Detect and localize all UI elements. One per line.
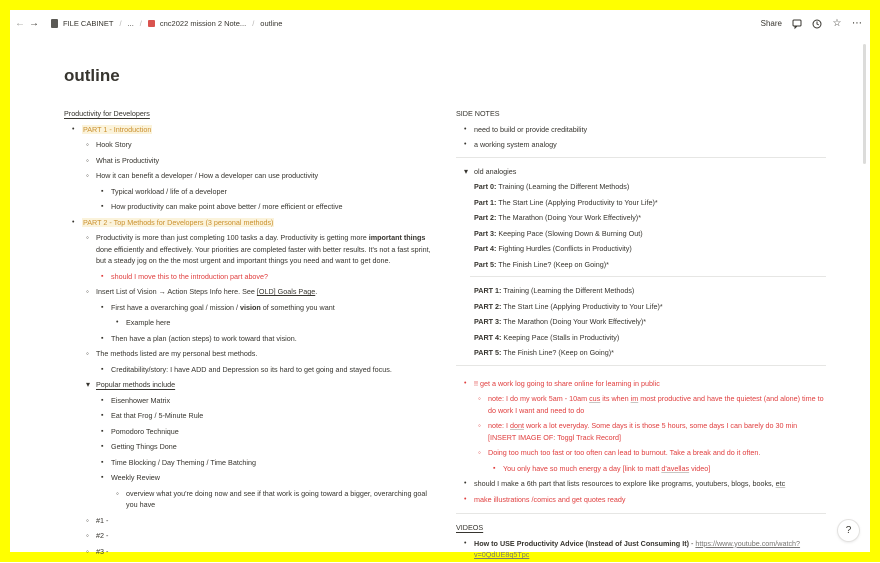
list-item-text: should I make a 6th part that lists resources to explore like programs, youtubers, blogs, books, (474, 479, 776, 488)
analogy-text: Fighting Hurdles (Conflicts in Productivity) (496, 244, 632, 253)
divider (456, 157, 826, 158)
analogy-part: PART 2: (474, 301, 502, 311)
analogy-text: The Finish Line? (Keep on Going)* (501, 348, 614, 357)
heading-text: SIDE NOTES (456, 109, 500, 118)
analogy-text: The Start Line (Applying Productivity to Your Life)* (501, 301, 663, 311)
video-title: How to USE Productivity Advice (Instead of Just Consuming It) (474, 538, 689, 548)
analogy-line[interactable] (456, 330, 826, 346)
list-item[interactable] (64, 424, 432, 440)
list-item-text: #1 - (96, 515, 109, 525)
analogy-part: PART 1: (474, 286, 502, 295)
bullet-icon (86, 513, 89, 530)
list-item-text: most productive and have the quietest (and alone) time to do work I want and need to do (488, 394, 824, 415)
list-item-text: !! get a work log going to share online for learning in public (474, 378, 660, 388)
list-item-text: How productivity can make point above better / more efficient or effective (111, 202, 343, 211)
list-item[interactable] (456, 137, 826, 153)
list-item[interactable] (64, 486, 432, 513)
bullet-icon (72, 122, 74, 138)
list-item-text: #3 - (96, 546, 109, 556)
list-item[interactable] (64, 184, 432, 200)
analogy-part: PART 3: (474, 317, 502, 326)
bullet-icon (101, 269, 103, 285)
forward-arrow-icon[interactable]: → (29, 18, 39, 29)
breadcrumb-file-cabinet[interactable] (48, 17, 116, 30)
analogy-line[interactable] (456, 283, 826, 299)
part2-label: PART 2 - Top Methods for Developers (3 personal methods) (83, 217, 274, 227)
list-item[interactable] (456, 391, 826, 418)
list-item[interactable] (64, 269, 432, 285)
list-item-text: Hook Story (96, 140, 132, 149)
analogy-line[interactable] (456, 195, 826, 211)
video-link[interactable]: v=0QdUE8q5Tpc (474, 550, 530, 559)
list-item[interactable] (64, 455, 432, 471)
breadcrumb-label: cnc2022 mission 2 Note... (159, 19, 247, 28)
bullet-icon (101, 408, 103, 424)
bullet-icon (86, 544, 89, 561)
list-item-text: make illustrations /comics and get quotes ready (474, 494, 626, 504)
bullet-icon (464, 376, 466, 392)
bullet-icon (464, 538, 466, 550)
bullet-icon (116, 488, 119, 501)
note-text: should I move this to the introduction part above? (111, 271, 269, 281)
misspelled-word: dont (509, 421, 524, 430)
list-item-text: note: I (488, 421, 510, 430)
analogy-line[interactable] (456, 179, 826, 195)
breadcrumb (48, 17, 285, 30)
list-item-text: You only have so much energy a day [link to matt (503, 463, 662, 473)
bullet-icon (101, 455, 103, 471)
list-item[interactable] (64, 408, 432, 424)
star-icon[interactable]: ☆ (832, 18, 842, 29)
analogy-line[interactable] (456, 299, 826, 315)
list-item[interactable] (456, 461, 826, 477)
list-item-text: overview what you're doing now and see if that work is going toward a bigger, overarching goal you have (126, 488, 428, 509)
analogy-line[interactable] (456, 314, 826, 330)
analogy-part: Part 2: (474, 213, 497, 222)
analogy-line[interactable] (456, 210, 826, 226)
top-bar (10, 10, 870, 37)
list-item-text: Creditability/story: I have ADD and Depression so its hard to get going and stayed focus. (111, 364, 392, 374)
divider (470, 276, 826, 277)
list-item[interactable] (456, 476, 826, 492)
side-notes-heading (456, 106, 826, 122)
list-item-text: . (315, 287, 318, 296)
part1-label: PART 1 - Introduction (83, 124, 152, 134)
toggle-old-analogies[interactable] (456, 164, 826, 180)
analogy-text: Training (Learning the Different Methods) (496, 182, 630, 191)
list-item[interactable] (64, 300, 432, 316)
bullet-icon (478, 393, 481, 406)
list-item-text: Typical workload / life of a developer (111, 186, 227, 196)
misspelled-word: cus (589, 394, 601, 403)
analogy-line[interactable] (456, 241, 826, 257)
list-item-text: its when (600, 394, 631, 403)
analogy-text: Keeping Pace (Slowing Down & Burning Out) (496, 228, 643, 238)
list-item-text: Productivity is more than just completing 100 tasks a day. Productivity is getting more (96, 233, 369, 242)
bullet-icon (101, 362, 103, 378)
breadcrumb-ellipsis[interactable]: ... (127, 19, 134, 28)
list-item-text: First have a overarching goal / mission / (111, 302, 241, 312)
bullet-icon (478, 445, 481, 462)
bullet-icon (464, 476, 466, 492)
toggle-popular-methods[interactable] (64, 377, 432, 393)
left-column (64, 106, 432, 559)
list-item[interactable] (64, 544, 432, 560)
divider (456, 365, 826, 366)
separator-text: - (688, 538, 696, 548)
section-heading-text: Productivity for Developers (64, 109, 150, 118)
analogy-part: Part 1: (474, 197, 497, 207)
list-item[interactable] (64, 230, 432, 269)
toggle-label: Popular methods include (96, 380, 176, 389)
bullet-icon (101, 300, 103, 316)
toggle-triangle-icon[interactable] (86, 377, 90, 394)
analogy-line[interactable] (456, 345, 826, 361)
list-item[interactable] (64, 362, 432, 378)
scrollbar[interactable] (863, 44, 866, 164)
list-item-text: Example here (126, 318, 171, 327)
bullet-icon (493, 461, 495, 477)
list-item[interactable] (64, 199, 432, 215)
list-item-text: Eisenhower Matrix (111, 395, 171, 405)
list-item[interactable] (64, 470, 432, 486)
analogy-line[interactable] (456, 257, 826, 273)
list-item[interactable] (456, 492, 826, 508)
list-item[interactable] (456, 376, 826, 392)
list-item-text: Insert List of Vision → Action Steps Info here. See (96, 287, 257, 296)
list-item-text: Pomodoro Technique (111, 426, 179, 436)
list-item-text: work a lot everyday. Some days it is those 5 hours, some days I can barely do 30 min [INSERT IMAGE OF: Toggl Track Record] (488, 421, 798, 442)
bullet-icon (478, 420, 481, 433)
file-cabinet-icon (51, 19, 58, 28)
share-button[interactable]: Share (760, 19, 782, 28)
bullet-icon (86, 528, 89, 545)
bullet-icon (101, 393, 103, 409)
bullet-icon (101, 331, 103, 347)
list-item-text: Then have a plan (action steps) to work toward that vision. (111, 333, 297, 343)
bullet-icon (86, 346, 89, 363)
list-item-text: Doing too much too fast or too often can lead to burnout. Take a break and do it often. (488, 448, 761, 457)
breadcrumb-separator: / (119, 19, 122, 28)
list-item-text: note: I do my work 5am - 10am (488, 394, 590, 403)
list-item[interactable] (64, 284, 432, 300)
list-item-text: Weekly Review (111, 473, 160, 482)
history-icon[interactable] (812, 19, 822, 29)
analogy-part: Part 0: (474, 182, 497, 191)
bullet-icon (101, 184, 103, 200)
comment-icon[interactable] (792, 19, 802, 29)
bullet-icon (464, 122, 466, 138)
list-item[interactable] (64, 122, 432, 138)
top-right-actions (751, 10, 862, 37)
list-item-text: done efficiently and effectively. Your priorities are completed faster with better results. It's not a fast sprint, but a steady jog on the the most urgent and important things you need and want to get done. (96, 244, 431, 265)
more-icon[interactable]: ⋯ (852, 18, 862, 29)
list-item[interactable] (456, 418, 826, 445)
breadcrumb-mission-notes[interactable] (145, 17, 249, 30)
bullet-icon (464, 137, 466, 153)
breadcrumb-separator: / (252, 19, 255, 28)
analogy-text: The Start Line (Applying Productivity to Your Life)* (496, 197, 658, 207)
list-item-text: of something you want (260, 302, 335, 312)
bullet-icon (86, 137, 89, 154)
list-item[interactable] (64, 168, 432, 184)
toggle-triangle-icon[interactable] (464, 164, 468, 181)
list-item[interactable] (64, 528, 432, 544)
bullet-icon (101, 199, 103, 215)
list-item-text: The methods listed are my personal best methods. (96, 349, 258, 358)
analogy-text: The Finish Line? (Keep on Going)* (496, 259, 609, 269)
bold-text: important things (368, 233, 426, 242)
heading-text: VIDEOS (456, 523, 484, 532)
bullet-icon (86, 284, 89, 301)
toggle-label: old analogies (474, 166, 517, 176)
section-heading (64, 106, 432, 122)
video-link[interactable]: https://www.youtube.com/watch? (695, 538, 801, 548)
list-item[interactable] (456, 122, 826, 138)
breadcrumb-label: FILE CABINET (63, 19, 114, 28)
page-icon (148, 20, 155, 27)
help-button[interactable]: ? (838, 520, 859, 541)
bold-text: vision (240, 302, 261, 312)
bullet-icon (101, 439, 103, 455)
divider (456, 513, 826, 514)
analogy-part: Part 4: (474, 244, 497, 253)
list-item[interactable] (64, 513, 432, 529)
bullet-icon (86, 232, 89, 245)
analogy-text: Training (Learning the Different Methods) (501, 286, 635, 295)
breadcrumb-separator: / (139, 19, 142, 28)
bullet-icon (116, 315, 118, 331)
bullet-icon (86, 153, 89, 170)
analogy-text: The Marathon (Doing Your Work Effectively)* (501, 317, 647, 326)
misspelled-word: d'avellas (661, 463, 690, 473)
list-item[interactable] (64, 153, 432, 169)
list-item-text: Eat that Frog / 5-Minute Rule (111, 411, 204, 420)
list-item[interactable] (64, 315, 432, 331)
analogy-part: Part 3: (474, 228, 497, 238)
list-item-text: Time Blocking / Day Theming / Time Batching (111, 457, 257, 467)
videos-heading (456, 520, 826, 536)
list-item[interactable] (64, 331, 432, 347)
back-arrow-icon[interactable]: ← (15, 18, 25, 29)
breadcrumb-outline[interactable]: outline (260, 19, 283, 28)
list-item[interactable] (64, 137, 432, 153)
misspelled-word: etc (775, 479, 786, 488)
list-item-text: video] (689, 463, 711, 473)
list-item-text: What is Productivity (96, 155, 160, 165)
bullet-icon (86, 168, 89, 185)
bullet-icon (464, 492, 466, 508)
notion-page (10, 10, 870, 559)
analogy-part: PART 5: (474, 348, 502, 357)
list-item-text: #2 - (96, 531, 109, 540)
bullet-icon (101, 470, 103, 486)
list-item-text: Getting Things Done (111, 442, 177, 451)
list-item[interactable] (456, 445, 826, 461)
bullet-icon (72, 215, 74, 231)
analogy-text: Keeping Pace (Stalls in Productivity) (501, 332, 620, 342)
analogy-part: PART 4: (474, 332, 502, 342)
analogy-part: Part 5: (474, 259, 497, 269)
right-column (456, 106, 826, 563)
page-title: outline (64, 66, 120, 85)
misspelled-word: im (630, 394, 639, 403)
analogy-text: The Marathon (Doing Your Work Effectively)* (496, 213, 641, 222)
list-item[interactable] (64, 346, 432, 362)
list-item-text: need to build or provide creditability (474, 124, 588, 134)
goals-page-link[interactable]: [OLD] Goals Page (256, 287, 316, 296)
list-item-text: a working system analogy (474, 140, 557, 149)
list-item[interactable] (64, 439, 432, 455)
list-item[interactable] (64, 393, 432, 409)
bullet-icon (101, 424, 103, 440)
analogy-line[interactable] (456, 226, 826, 242)
list-item[interactable] (456, 536, 826, 563)
list-item[interactable] (64, 215, 432, 231)
list-item-text: How it can benefit a developer / How a developer can use productivity (96, 171, 319, 180)
